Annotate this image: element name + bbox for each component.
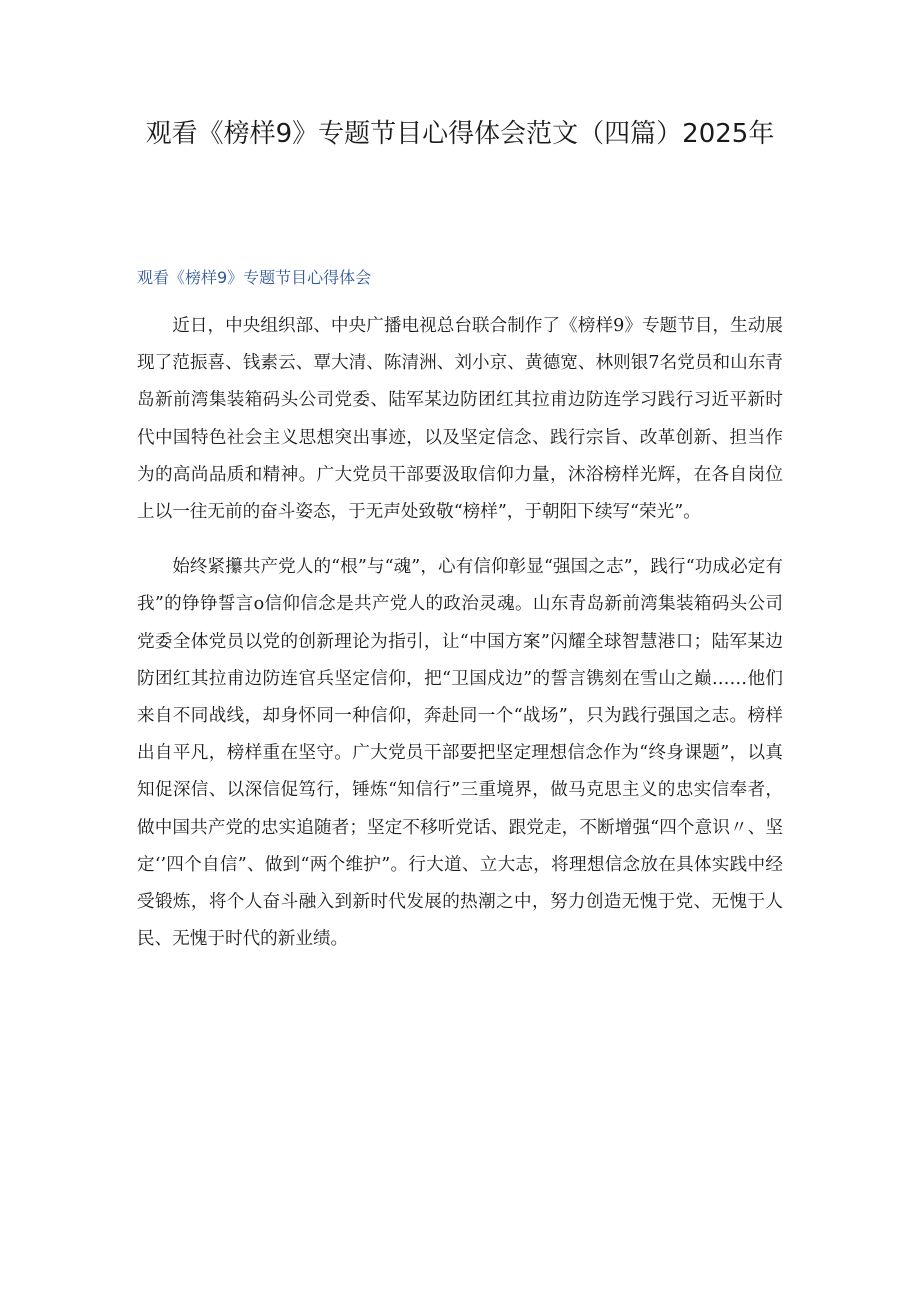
document-title: 观看《榜样9》专题节目心得体会范文（四篇）2025年 [145, 119, 775, 149]
section-heading: 观看《榜样9》专题节目心得体会 [137, 268, 372, 287]
paragraph-2: 始终紧攥共产党人的“根”与“魂”，心有信仰彰显“强国之志”，践行“功成必定有我”的铮铮誓言o信仰信念是共产党人的政治灵魂。山东青岛新前湾集装箱码头公司党委全体党员以党的创新理论为指引，让“中国方案”闪耀全球智慧港口；陆军某边防团红其拉甫边防连官兵坚定信仰，把“卫国戍边”的誓言镌刻在雪山之巅……他们来自不同战线，却身怀同一种信仰，奔赴同一个“战场”，只为践行强国之志。榜样出自平凡，榜样重在坚守。广大党员干部要把坚定理想信念作为“终身课题”，以真知促深信、以深信促笃行，锤炼“知信行”三重境界，做马克思主义的忠实信奉者，做中国共产党的忠实追随者；坚定不移听党话、跟党走，不断增强“四个意识〃、坚定‘’四个自信”、做到“两个维护”。行大道、立大志，将理想信念放在具体实践中经受锻炼，将个人奋斗融入到新时代发展的热潮之中，努力创造无愧于党、无愧于人民、无愧于时代的新业绩。 [137, 557, 783, 950]
document-body [137, 308, 783, 976]
paragraph-1: 近日，中央组织部、中央广播电视总台联合制作了《榜样9》专题节目，生动展现了范振喜、钱素云、覃大清、陈清洲、刘小京、黄德宽、林则银7名党员和山东青岛新前湾集装箱码头公司党委、陆军某边防团红其拉甫边防连学习践行习近平新时代中国特色社会主义思想突出事迹，以及坚定信念、践行宗旨、改革创新、担当作为的高尚品质和精神。广大党员干部要汲取信仰力量，沐浴榜样光辉，在各自岗位上以一往无前的奋斗姿态，于无声处致敬“榜样”，于朝阳下续写“荣光”。 [137, 316, 783, 523]
